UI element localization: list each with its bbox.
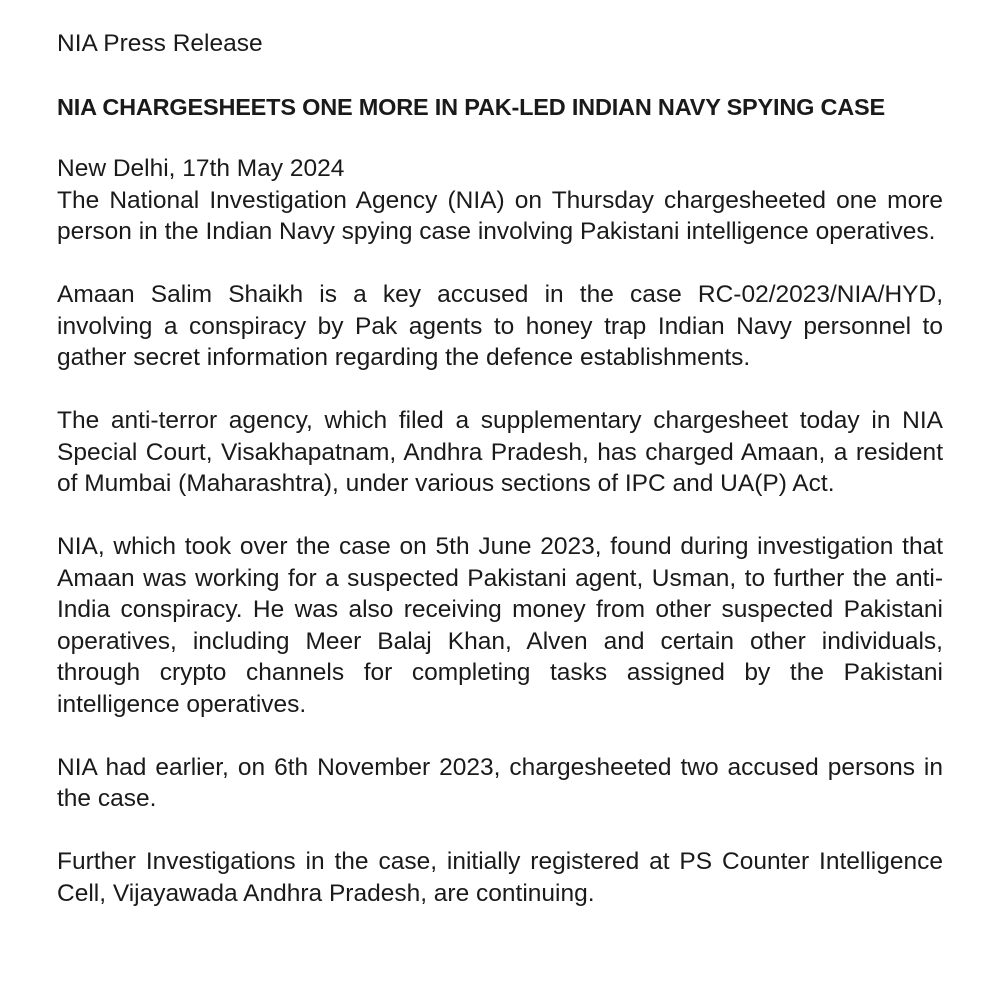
paragraph-accused: Amaan Salim Shaikh is a key accused in the case RC-02/2023/NIA/HYD, involving a conspiracy by Pak agents to honey trap Indian Navy personnel to gather secret information regarding the defence establishments. bbox=[57, 281, 943, 371]
body-text bbox=[57, 185, 943, 910]
paragraph-earlier-chargesheet: NIA had earlier, on 6th November 2023, chargesheeted two accused persons in the case. bbox=[57, 753, 943, 812]
document-headline: NIA CHARGESHEETS ONE MORE IN PAK-LED INDIAN NAVY SPYING CASE bbox=[57, 93, 885, 120]
paragraph-chargesheet: The anti-terror agency, which filed a supplementary chargesheet today in NIA Special Court, Visakhapatnam, Andhra Pradesh, has charged Amaan, a resident of Mumbai (Maharashtra), under various sections of IPC and UA(P) Act. bbox=[57, 407, 943, 497]
paragraph-intro: The National Investigation Agency (NIA) on Thursday chargesheeted one more person in the Indian Navy spying case involving Pakistani intelligence operatives. bbox=[57, 186, 943, 245]
paragraph-continuing: Further Investigations in the case, initially registered at PS Counter Intelligence Cell, Vijayawada Andhra Pradesh, are continuing. bbox=[57, 848, 943, 907]
paragraph-investigation: NIA, which took over the case on 5th June 2023, found during investigation that Amaan was working for a suspected Pakistani agent, Usman, to further the anti-India conspiracy. He was also receiving money from other suspected Pakistani operatives, including Meer Balaj Khan, Alven and certain other individuals, through crypto channels for completing tasks assigned by the Pakistani intelligence operatives. bbox=[57, 533, 943, 718]
press-release-document bbox=[57, 28, 943, 909]
document-label: NIA Press Release bbox=[57, 30, 263, 57]
dateline: New Delhi, 17th May 2024 bbox=[57, 155, 345, 182]
